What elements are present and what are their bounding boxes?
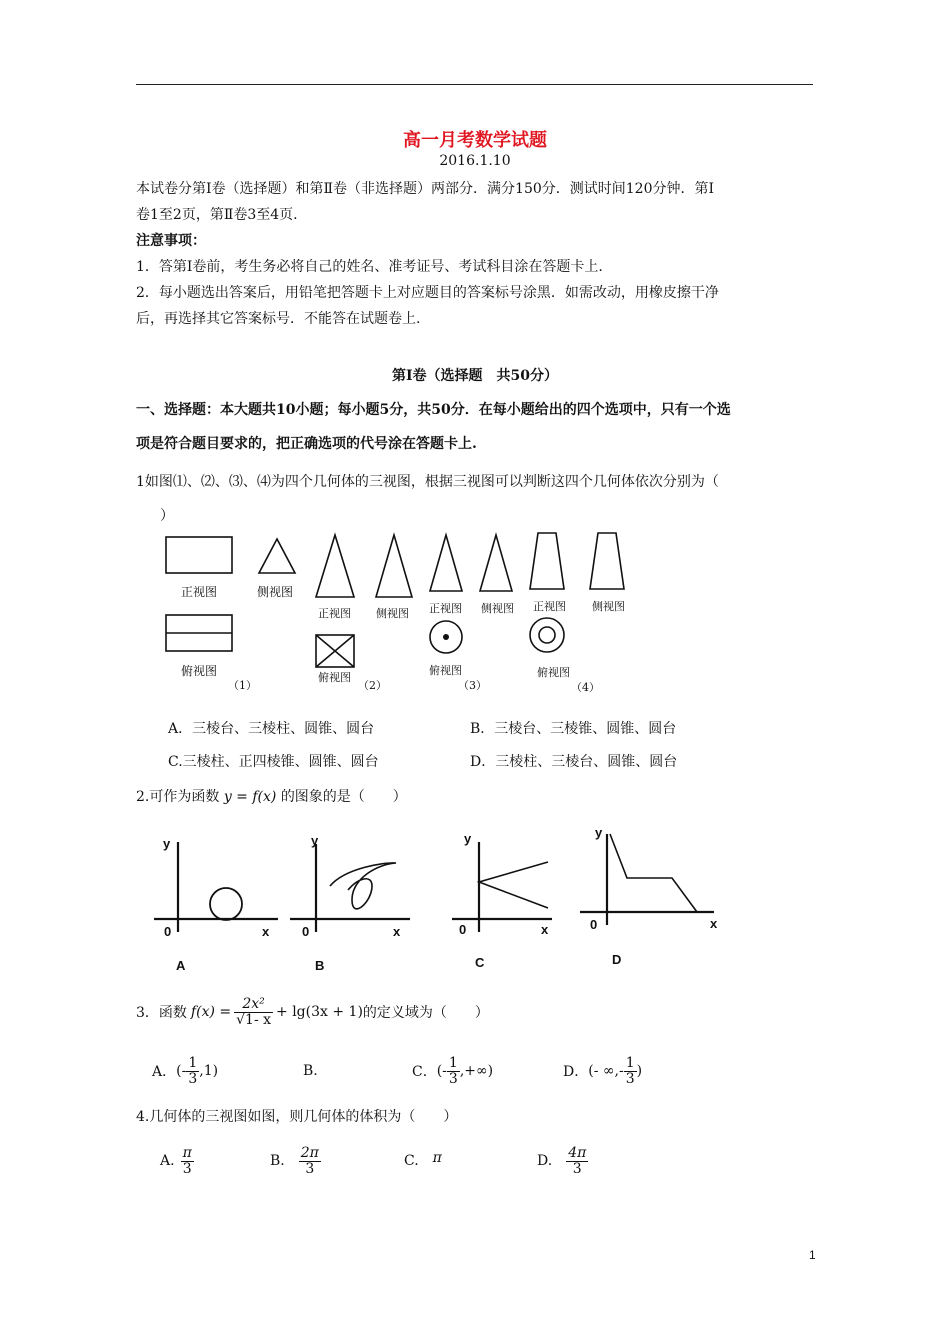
q3-option-a-fraction <box>186 1056 199 1087</box>
q4-option-b-den: 3 <box>305 1160 315 1177</box>
q2-b-origin: 0 <box>302 924 310 939</box>
q1-fig3-front-caption: 正视图 <box>429 602 462 615</box>
q3-stem <box>136 990 489 1034</box>
q3-option-c <box>412 1050 493 1092</box>
q1-option-d: D．三棱柱、三棱台、圆锥、圆台 <box>470 754 678 770</box>
q2-label-c: C <box>475 955 485 970</box>
q4-option-b-label: B. <box>270 1153 285 1169</box>
q2-stem-function: y = f(x) <box>223 789 277 805</box>
q1-fig4-front-trapezoid <box>530 533 564 589</box>
q3-frac-numerator: 2x² <box>234 997 273 1013</box>
q4-option-b-num: 2π <box>300 1144 319 1161</box>
q3-option-c-label: C． <box>412 1064 437 1080</box>
q3-option-a <box>152 1050 218 1092</box>
q2-c-origin: 0 <box>459 922 467 937</box>
q2-a-x-label: x <box>262 924 270 939</box>
q2-d-x-label: x <box>710 916 718 931</box>
q3-option-a-pre: (- <box>176 1063 187 1079</box>
q1-fig4-side-trapezoid <box>590 533 624 589</box>
q4-option-d-fraction <box>566 1146 588 1177</box>
q1-fig4-number: （4） <box>571 681 600 694</box>
q1-fig3-side-triangle <box>480 535 512 591</box>
section-1-title: 第Ⅰ卷（选择题 共50分） <box>391 368 559 384</box>
intro-line-1: 本试卷分第Ⅰ卷（选择题）和第Ⅱ卷（非选择题）两部分．满分150分．测试时间120分钟．第Ⅰ <box>136 181 715 197</box>
q4-option-d <box>537 1140 588 1182</box>
q3-option-d-num: 1 <box>625 1054 635 1071</box>
q3-option-d <box>563 1050 642 1092</box>
q4-stem: 4.几何体的三视图如图，则几何体的体积为（ ） <box>136 1109 458 1125</box>
q3-option-a-num: 1 <box>188 1054 198 1071</box>
q1-option-b: B．三棱台、三棱锥、圆锥、圆台 <box>470 721 677 737</box>
q1-fig3-side-caption: 侧视图 <box>481 602 514 615</box>
q2-d-y-label: y <box>595 825 603 840</box>
q2-graph-a-circle <box>210 888 242 920</box>
q2-graph-c-branches <box>479 862 548 908</box>
q4-option-b <box>270 1140 321 1182</box>
q1-stem-line-2: ） <box>160 508 174 524</box>
q2-label-a: A <box>176 958 186 973</box>
q3-func-lhs: f(x) = <box>190 1004 232 1020</box>
notice-heading: 注意事项： <box>136 233 206 249</box>
q1-fig2-front-caption: 正视图 <box>318 607 351 620</box>
q1-fig4-top-outer-circle <box>530 618 564 652</box>
q2-c-y-label: y <box>464 831 472 846</box>
q4-option-a-fraction <box>181 1146 194 1177</box>
q4-option-d-num: 4π <box>568 1144 587 1161</box>
section-1-instr-line-2: 项是符合题目要求的，把正确选项的代号涂在答题卡上. <box>136 436 477 452</box>
notice-item-1: 1．答第Ⅰ卷前，考生务必将自己的姓名、准考证号、考试科目涂在答题卡上. <box>136 259 603 275</box>
section-1-instructions <box>136 393 816 461</box>
q1-fig4-front-caption: 正视图 <box>533 600 566 613</box>
q1-fig3-number: （3） <box>458 679 487 692</box>
q3-option-a-den: 3 <box>188 1070 198 1087</box>
q3-option-b <box>303 1050 318 1092</box>
q1-fig3-front-triangle <box>430 535 462 591</box>
q4-option-d-label: D. <box>537 1153 553 1169</box>
q4-option-a <box>160 1140 194 1182</box>
q2-b-x-label: x <box>393 924 401 939</box>
q1-fig1-side-triangle <box>259 539 295 573</box>
q1-fig2-side-caption: 侧视图 <box>376 607 409 620</box>
q4-option-c-label: C. <box>404 1153 419 1169</box>
q1-fig1-top-caption: 俯视图 <box>181 664 218 678</box>
q2-label-b: B <box>315 958 325 973</box>
q3-option-c-den: 3 <box>448 1070 458 1087</box>
q1-fig4-top-inner-circle <box>539 627 555 643</box>
header-rule <box>136 84 813 85</box>
q1-fig2-side-triangle <box>376 535 412 597</box>
q3-func-tail: + lg(3x + 1) <box>276 1004 363 1020</box>
q4-option-a-label: A. <box>160 1153 175 1169</box>
intro <box>136 176 816 332</box>
section-1-instr-line-1: 一、选择题：本大题共10小题；每小题5分，共50分．在每小题给出的四个选项中，只有一个选 <box>136 402 731 418</box>
q3-option-c-post: ,+∞) <box>459 1063 494 1079</box>
q2-stem-post: 的图象的是（ ） <box>280 789 407 805</box>
q1-fig4-top-caption: 俯视图 <box>537 666 570 679</box>
q2-a-y-label: y <box>163 836 171 851</box>
q3-option-a-post: ,1) <box>199 1063 219 1079</box>
q2-c-x-label: x <box>541 922 549 937</box>
exam-title: 高一月考数学试题 <box>403 130 547 151</box>
q3-option-d-fraction <box>624 1056 637 1087</box>
q3-option-d-post: ) <box>636 1063 643 1079</box>
q2-stem-pre: 2.可作为函数 <box>136 789 220 805</box>
q1-fig3-top-caption: 俯视图 <box>429 664 462 677</box>
q1-fig1-front-caption: 正视图 <box>181 585 218 599</box>
q4-option-c-value: π <box>432 1150 442 1166</box>
q2-b-y-label: y <box>311 833 319 848</box>
q3-stem-post: 的定义域为（ ） <box>362 1005 489 1021</box>
q3-option-d-label: D． <box>563 1064 589 1080</box>
q2-stem <box>136 786 407 806</box>
q4-option-b-fraction <box>299 1146 321 1177</box>
q4-option-a-den: 3 <box>182 1160 192 1177</box>
q3-option-d-den: 3 <box>625 1070 635 1087</box>
q1-fig1-front-rect <box>166 537 232 573</box>
exam-date: 2016.1.10 <box>439 153 511 169</box>
q3-stem-pre: 3．函数 <box>136 1005 187 1021</box>
q2-d-origin: 0 <box>590 917 598 932</box>
q1-fig2-top-caption: 俯视图 <box>318 671 351 684</box>
q2-label-d: D <box>612 952 622 967</box>
q1-option-c: C.三棱柱、正四棱锥、圆锥、圆台 <box>168 754 379 770</box>
q1-fig2-number: （2） <box>358 679 387 692</box>
q1-stem <box>136 465 816 533</box>
q4-option-c <box>404 1140 442 1182</box>
q1-fig1-side-caption: 侧视图 <box>257 585 294 599</box>
q2-graph-d-polyline <box>610 834 697 912</box>
q3-option-c-fraction <box>447 1056 460 1087</box>
q3-option-d-pre: (- ∞,- <box>588 1063 624 1079</box>
notice-item-2-line-2: 后，再选择其它答案标号．不能答在试题卷上. <box>136 311 421 327</box>
intro-line-2: 卷1至2页，第Ⅱ卷3至4页. <box>136 207 298 223</box>
page-number: 1 <box>809 1248 816 1262</box>
q2-graphs-figure <box>140 820 740 980</box>
q3-option-c-num: 1 <box>448 1054 458 1071</box>
q1-fig2-front-triangle <box>316 535 354 597</box>
q1-fig1-number: （1） <box>228 679 257 692</box>
q4-option-d-den: 3 <box>572 1160 582 1177</box>
q3-func-fraction <box>234 997 273 1028</box>
q2-graph-b-curve <box>330 863 396 909</box>
q1-fig4-side-caption: 侧视图 <box>592 600 625 613</box>
q1-option-a: A．三棱台、三棱柱、圆锥、圆台 <box>168 721 375 737</box>
notice-item-2-line-1: 2．每小题选出答案后，用铅笔把答题卡上对应题目的答案标号涂黑．如需改动，用橡皮擦干净 <box>136 285 719 301</box>
q3-option-b-label: B. <box>303 1063 318 1079</box>
q3-option-a-label: A． <box>152 1064 177 1080</box>
q4-option-a-num: π <box>182 1144 192 1161</box>
q3-frac-denominator: √1- x <box>236 1011 272 1028</box>
q1-stem-line-1: 1如图⑴、⑵、⑶、⑷为四个几何体的三视图，根据三视图可以判断这四个几何体依次分别为（ <box>136 474 719 490</box>
q3-option-c-pre: (- <box>436 1063 447 1079</box>
q2-a-origin: 0 <box>164 924 172 939</box>
